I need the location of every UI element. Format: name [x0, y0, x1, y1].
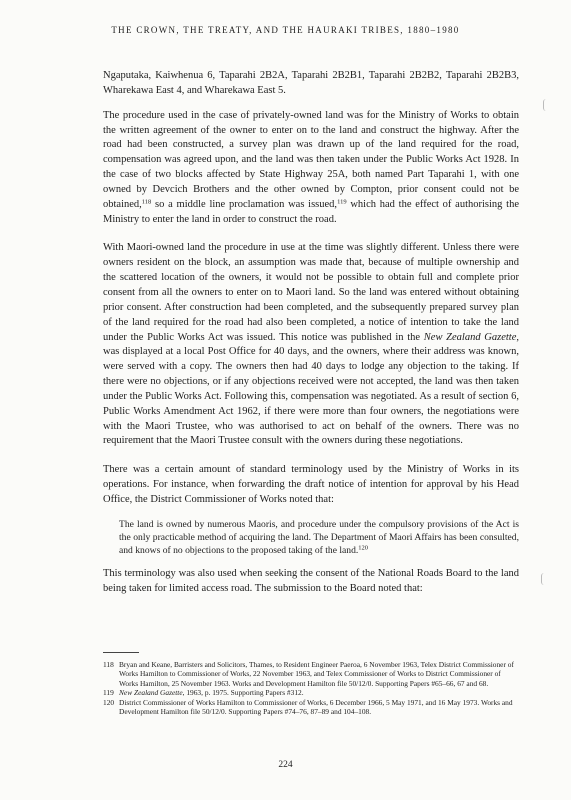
- paragraph-maori-land: [103, 241, 519, 449]
- footnotes: [103, 660, 519, 716]
- footnote-ref-120[interactable]: 120: [358, 544, 369, 552]
- gazette-title: New Zealand Gazette: [423, 331, 517, 343]
- footnote: [103, 660, 519, 688]
- footnote-number: 120: [103, 697, 115, 707]
- margin-mark: [543, 99, 547, 111]
- footnote: [103, 688, 519, 697]
- footnote-ref-118[interactable]: 118: [141, 198, 152, 206]
- footnote-ref-119[interactable]: 119: [337, 198, 347, 206]
- paragraph-continuation: Ngaputaka, Kaiwhenua 6, Taparahi 2B2A, Taparahi 2B2B1, Taparahi 2B2B2, Taparahi 2B2B3, Wharekawa East 4, and Wharekawa East 5.: [103, 70, 519, 96]
- footnote: [103, 698, 519, 717]
- footnote-text: District Commissioner of Works Hamilton to Commissioner of Works, 6 December 1966, 5 May 1971, and 16 May 1973. Works and Development Hamilton file 50/12/0. Supporting Papers #74–76, 87–89 and 104–108.: [119, 697, 513, 717]
- footnote-text: [119, 688, 519, 697]
- paragraph-text: The procedure used in the case of privately-owned land was for the Ministry of Works to obtain the written agreement of the owner to enter on to the land and construct the highway. After the road had been constructed, a survey plan was drawn up of the land required for the road, compensation was agreed upon, and the land was then taken under the Public Works Act 1928. In the case of two blocks affected by State Highway 25A, both named Part Taparahi 1, with one owned by Devcich Brothers and the other owned by Compton, prior consent could not be obtained,: [103, 109, 519, 210]
- footnote-number: 118: [103, 660, 114, 669]
- running-head: THE CROWN, THE TREATY, AND THE HAURAKI TRIBES, 1880–1980: [111, 25, 460, 35]
- paragraph-roads-board: This terminology was also used when seeking the consent of the National Roads Board to the land being taken for limited access road. The submission to the Board noted that:: [103, 568, 519, 595]
- block-quote: [119, 518, 519, 558]
- paragraph-text: so a middle line proclamation was issued,: [151, 198, 338, 210]
- gazette-title: New Zealand Gazette: [119, 688, 183, 698]
- footnote-divider: [103, 652, 139, 653]
- quote-text: The land is owned by numerous Maoris, and procedure under the compulsory provisions of the Act is the only practicable method of acquiring the land. The Department of Maori Affairs has been consulted, and knows of no objections to the proposed taking of the land.: [119, 518, 519, 557]
- footnote-text: Bryan and Keane, Barristers and Solicitors, Thames, to Resident Engineer Paeroa, 6 November 1963, Telex District Commissioner of Works Hamilton to Commissioner of Works, 22 November 1963, and Telex Commissioner of Works to District Commissioner of Works Hamilton, 25 November 1963. Works and Development Hamilton file 50/12/0. Supporting Papers #65–66, 67 and 68.: [119, 660, 514, 688]
- paragraph-private-land: [103, 109, 519, 228]
- paragraph-text: , was displayed at a local Post Office for 40 days, and the owners, where their address was known, were served with a copy. The owners then had 40 days to lodge any objection to the taking. If there were no objections, or if any objections received were not accepted, the land was then taken under the Public Works Act. Following this, compensation was negotiated. As a result of section 6, Public Works Amendment Act 1962, if there were more than four owners, the negotiations were with the Maori Trustee, who was authorised to act on behalf of the owners. There was no requirement that the Maori Trustee consult with the owners during these negotiations.: [103, 331, 519, 447]
- paragraph-terminology: There was a certain amount of standard terminology used by the Ministry of Works in its operations. For instance, when forwarding the draft notice of intention for approval by his Head Office, the District Commissioner of Works noted that:: [103, 464, 519, 505]
- body-text: [103, 69, 519, 611]
- page-number: 224: [278, 760, 293, 770]
- paragraph-text: With Maori-owned land the procedure in use at the time was slightly different. Unless there were owners resident on the block, an assumption was made that, because of multiple ownership and the scattered location of the owners, it would not be possible to obtain full and complete prior consent from all the owners to enter on to Maori land. So the land was entered without obtaining prior consent. After construction had been completed, and the subsequently prepared survey plan of the land required for the road had also been completed, a notice of intention to take the land under the Public Works Act was issued. This notice was published in the: [103, 242, 519, 343]
- footnote-text-rest: , 1963, p. 1975. Supporting Papers #312.: [182, 688, 304, 698]
- footnote-number: 119: [103, 688, 114, 698]
- paragraph-text: which had the effect of authorising the Ministry to enter the land in order to construct the road.: [103, 198, 519, 225]
- margin-mark: [541, 573, 545, 585]
